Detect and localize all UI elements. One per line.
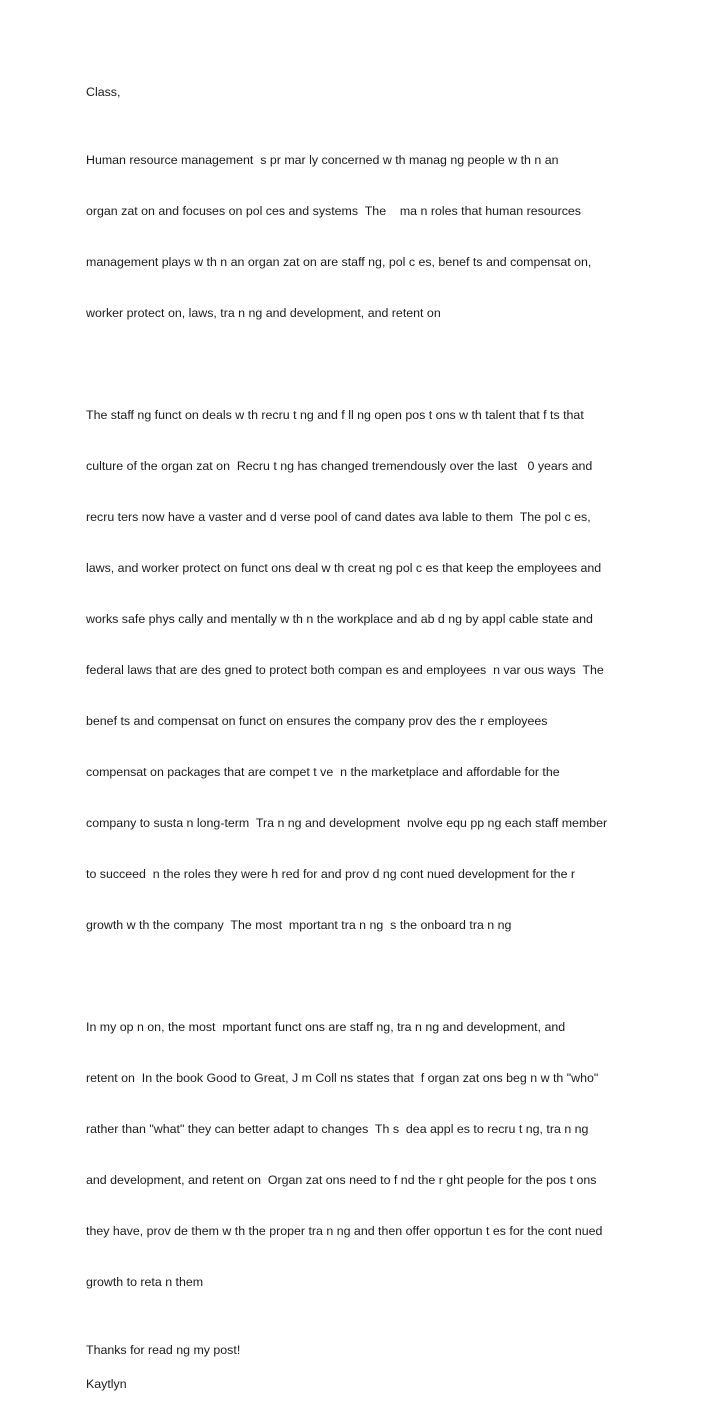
paragraph-line: to succeed n the roles they were h red for and prov d ng cont nued development for the r [86, 867, 576, 881]
paragraph-line: management plays w th n an organ zat on are staff ng, pol c es, benef ts and compensat on, [86, 255, 592, 269]
paragraph-line: company to susta n long-term Tra n ng and development nvolve equ pp ng each staff member [86, 816, 608, 830]
paragraph-line: laws, and worker protect on funct ons deal w th creat ng pol c es that keep the employees and [86, 561, 602, 575]
paragraph-line: benef ts and compensat on funct on ensures the company prov des the r employees [86, 714, 548, 728]
paragraph-line: culture of the organ zat on Recru t ng has changed tremendously over the last 0 years and [86, 459, 593, 473]
paragraph-2 [86, 373, 656, 968]
paragraph-line: Human resource management s pr mar ly concerned w th manag ng people w th n an [86, 153, 559, 167]
paragraph-line: and development, and retent on Organ zat ons need to f nd the r ght people for the pos t ons [86, 1173, 597, 1187]
paragraph-3 [86, 985, 656, 1325]
signature: Kaytlyn [86, 1377, 127, 1391]
document-body [86, 84, 656, 1410]
paragraph-line: recru ters now have a vaster and d verse pool of cand dates ava lable to them The pol c es, [86, 510, 591, 524]
paragraph-line: rather than "what" they can better adapt to changes Th s dea appl es to recru t ng, tra n ng [86, 1122, 589, 1136]
closing-line: Thanks for read ng my post! [86, 1343, 241, 1357]
paragraph-line: organ zat on and focuses on pol ces and systems The ma n roles that human resources [86, 204, 581, 218]
paragraph-line: works safe phys cally and mentally w th n the workplace and ab d ng by appl cable state and [86, 612, 593, 626]
paragraph-1 [86, 118, 656, 356]
greeting: Class, [86, 85, 121, 99]
paragraph-line: growth w th the company The most mportant tra n ng s the onboard tra n ng [86, 918, 512, 932]
paragraph-line: In my op n on, the most mportant funct ons are staff ng, tra n ng and development, and [86, 1020, 566, 1034]
paragraph-line: retent on In the book Good to Great, J m Coll ns states that f organ zat ons beg n w th "who" [86, 1071, 599, 1085]
paragraph-line: The staff ng funct on deals w th recru t ng and f ll ng open pos t ons w th talent that f ts that [86, 408, 584, 422]
paragraph-line: compensat on packages that are compet t ve n the marketplace and affordable for the [86, 765, 560, 779]
paragraph-line: worker protect on, laws, tra n ng and development, and retent on [86, 306, 441, 320]
paragraph-line: growth to reta n them [86, 1275, 204, 1289]
paragraph-line: they have, prov de them w th the proper tra n ng and then offer opportun t es for the cont nued [86, 1224, 603, 1238]
paragraph-line: federal laws that are des gned to protect both compan es and employees n var ous ways The [86, 663, 604, 677]
